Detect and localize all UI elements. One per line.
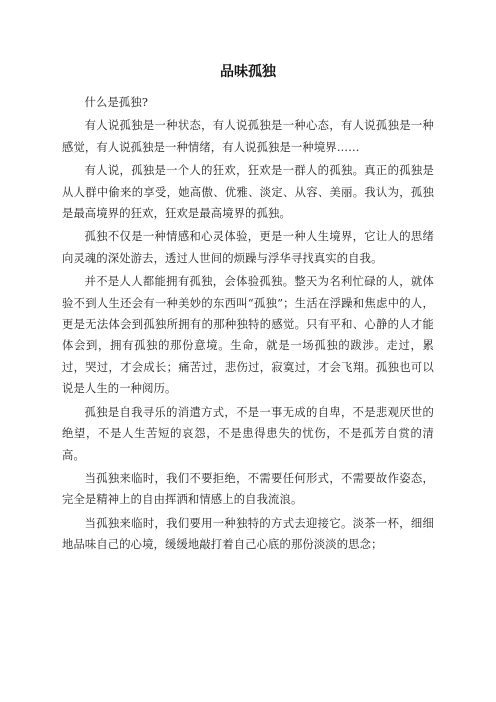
paragraph: 有人说孤独是一种状态，有人说孤独是一种心态，有人说孤独是一种感觉，有人说孤独是一种情绪，有人说孤独是一种境界…… — [62, 119, 434, 154]
document-body — [62, 92, 434, 558]
paragraph: 孤独是自我寻乐的消遣方式，不是一事无成的自卑，不是悲观厌世的绝望，不是人生苦短的哀怨，不是患得患失的忧伤，不是孤芳自赏的清高。 — [62, 405, 434, 462]
paragraph: 并不是人人都能拥有孤独，会体验孤独。整天为名利忙碌的人，就体验不到人生还会有一种美妙的东西叫“孤独”；生活在浮躁和焦虑中的人，更是无法体会到孤独所拥有的那种独特的感觉。只有平和、心静的人才能体会到，拥有孤独的那份意境。生命，就是一场孤独的跋涉。走过，累过，哭过，才会成长；痛苦过，悲伤过，寂寞过，才会飞翔。孤独也可以说是人生的一种阅历。 — [62, 275, 434, 396]
paragraph: 当孤独来临时，我们要用一种独特的方式去迎接它。淡茶一杯，细细地品味自己的心境，缓缓地敲打着自己心底的那份淡淡的思念； — [62, 516, 434, 552]
paragraph: 孤独不仅是一种情感和心灵体验，更是一种人生境界，它让人的思绪向灵魂的深处游去，透过人世间的烦躁与浮华寻找真实的自我。 — [62, 230, 434, 265]
document-title: 品味孤独 — [220, 64, 276, 80]
paragraph: 什么是孤独? — [84, 96, 149, 109]
paragraph: 当孤独来临时，我们不要拒绝，不需要任何形式，不需要故作姿态，完全是精神上的自由挥洒和情感上的自我流浪。 — [62, 471, 434, 507]
paragraph: 有人说，孤独是一个人的狂欢，狂欢是一群人的孤独。真正的孤独是从人群中偷来的享受，她高傲、优雅、淡定、从容、美丽。我认为，孤独是最高境界的狂欢，狂欢是最高境界的孤独。 — [62, 164, 434, 221]
